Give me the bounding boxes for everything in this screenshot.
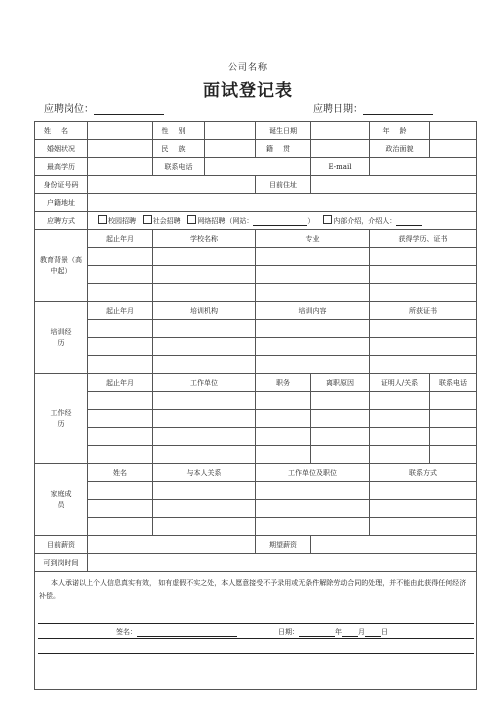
expected-salary-field[interactable] <box>311 536 477 554</box>
native-label: 籍贯 <box>256 140 311 158</box>
train-header-content: 培训内容 <box>256 302 370 320</box>
declaration-cell <box>35 572 477 690</box>
age-field[interactable] <box>430 122 477 140</box>
referrer-line[interactable] <box>396 218 422 226</box>
ethnic-field[interactable] <box>205 140 256 158</box>
work-header-phone: 联系电话 <box>430 374 477 392</box>
hukou-field[interactable] <box>88 194 477 212</box>
campus-checkbox[interactable] <box>98 215 107 224</box>
family-header-employer: 工作单位及职位 <box>256 464 370 482</box>
row-marital <box>35 140 477 158</box>
work-header-row <box>35 374 477 392</box>
online-label: 网络招聘（网站： <box>197 217 254 225</box>
family-row <box>35 518 477 536</box>
train-header-cert: 所获证书 <box>370 302 477 320</box>
campus-label: 校园招聘 <box>108 217 136 225</box>
year-label: 年 <box>335 628 342 636</box>
work-header-title: 职务 <box>256 374 311 392</box>
edu-row <box>35 248 477 266</box>
family-header-contact: 联系方式 <box>370 464 477 482</box>
name-field[interactable] <box>88 122 153 140</box>
apply-date-label: 应聘日期： <box>313 104 363 115</box>
work-section-label: 工作经历 <box>35 374 88 464</box>
day-line[interactable] <box>365 629 381 637</box>
marital-field[interactable] <box>88 140 153 158</box>
row-salary <box>35 536 477 554</box>
hukou-label: 户籍地址 <box>35 194 88 212</box>
form-title: 面试登记表 <box>203 81 293 101</box>
signature <box>116 627 237 637</box>
sign-date-label: 日期： <box>278 628 299 636</box>
phone-label: 联系电话 <box>153 158 205 176</box>
company-name: 公司名称 <box>227 63 268 73</box>
education-label: 最高学历 <box>35 158 88 176</box>
phone-field[interactable] <box>205 158 311 176</box>
apply-position-label: 应聘岗位： <box>44 104 94 115</box>
apply-position <box>44 100 164 115</box>
work-row <box>35 392 477 410</box>
gender-field[interactable] <box>205 122 256 140</box>
arrival-field[interactable] <box>88 554 477 572</box>
train-header-row <box>35 302 477 320</box>
work-header-employer: 工作单位 <box>153 374 256 392</box>
family-row <box>35 500 477 518</box>
family-row <box>35 482 477 500</box>
age-label: 年龄 <box>370 122 430 140</box>
apply-date-line[interactable] <box>363 104 433 115</box>
political-field[interactable] <box>430 140 477 158</box>
email-field[interactable] <box>370 158 477 176</box>
train-row <box>35 338 477 356</box>
edu-header-school: 学校名称 <box>153 230 256 248</box>
day-label: 日 <box>381 628 388 636</box>
sign-date <box>278 627 388 637</box>
gender-label: 性别 <box>153 122 205 140</box>
address-label: 目前住址 <box>256 176 311 194</box>
work-header-period: 起止年月 <box>88 374 153 392</box>
name-label: 姓名 <box>35 122 88 140</box>
social-label: 社会招聘 <box>152 217 181 225</box>
birth-label: 诞生日期 <box>256 122 311 140</box>
online-checkbox[interactable] <box>187 215 196 224</box>
work-header-reason: 离职原因 <box>311 374 370 392</box>
train-section-label: 培训经历 <box>35 302 88 374</box>
remark-line-1[interactable] <box>38 609 474 624</box>
work-row <box>35 410 477 428</box>
train-row <box>35 356 477 374</box>
declaration-text: 本人承诺以上个人信息真实有效， 如有虚假不实之处，本人愿意接受不予录用或无条件解除劳动合同的处理，并不能由此获得任何经济补偿。 <box>39 579 467 600</box>
train-row <box>35 320 477 338</box>
native-field[interactable] <box>311 140 370 158</box>
email-label: E-mail <box>311 158 370 176</box>
family-header-row <box>35 464 477 482</box>
birth-field[interactable] <box>311 122 370 140</box>
row-arrival <box>35 554 477 572</box>
row-hukou <box>35 194 477 212</box>
education-field[interactable] <box>88 158 153 176</box>
row-id <box>35 176 477 194</box>
political-label: 政治面貌 <box>370 140 430 158</box>
interview-form-table <box>34 121 477 690</box>
row-method <box>35 212 477 230</box>
apply-date <box>313 100 433 115</box>
expected-salary-label: 期望薪资 <box>256 536 311 554</box>
signature-line[interactable] <box>137 629 237 637</box>
id-label: 身份证号码 <box>35 176 88 194</box>
row-education <box>35 158 477 176</box>
current-salary-field[interactable] <box>88 536 256 554</box>
year-line[interactable] <box>299 629 335 637</box>
arrival-label: 可到岗时间 <box>35 554 88 572</box>
train-header-org: 培训机构 <box>153 302 256 320</box>
edu-header-degree: 获得学历、证书 <box>370 230 477 248</box>
address-field[interactable] <box>311 176 477 194</box>
id-field[interactable] <box>88 176 256 194</box>
work-row <box>35 446 477 464</box>
month-label: 月 <box>358 628 365 636</box>
current-salary-label: 目前薪资 <box>35 536 88 554</box>
edu-section-label: 教育背景（高中起） <box>35 230 88 302</box>
apply-position-line[interactable] <box>94 104 164 115</box>
ethnic-label: 民族 <box>153 140 205 158</box>
online-close: ） <box>307 217 315 225</box>
edu-header-major: 专业 <box>256 230 370 248</box>
family-header-relation: 与本人关系 <box>153 464 256 482</box>
referral-label: 内部介绍，介绍人： <box>333 217 397 225</box>
remark-line-2[interactable] <box>38 624 474 639</box>
row-name <box>35 122 477 140</box>
edu-header-period: 起止年月 <box>88 230 153 248</box>
family-section-label: 家庭成员 <box>35 464 88 536</box>
edu-row <box>35 266 477 284</box>
edu-row <box>35 284 477 302</box>
train-header-period: 起止年月 <box>88 302 153 320</box>
signature-label: 签名： <box>116 628 137 636</box>
work-row <box>35 428 477 446</box>
referral-checkbox[interactable] <box>323 215 332 224</box>
remark-line-3[interactable] <box>38 639 474 654</box>
website-line[interactable] <box>253 218 307 226</box>
method-options <box>88 212 477 230</box>
marital-label: 婚姻状况 <box>35 140 88 158</box>
method-label: 应聘方式 <box>35 212 88 230</box>
social-checkbox[interactable] <box>143 215 152 224</box>
row-declaration <box>35 572 477 690</box>
work-header-reference: 证明人/关系 <box>370 374 430 392</box>
edu-header-row <box>35 230 477 248</box>
month-line[interactable] <box>342 629 358 637</box>
family-header-name: 姓名 <box>88 464 153 482</box>
